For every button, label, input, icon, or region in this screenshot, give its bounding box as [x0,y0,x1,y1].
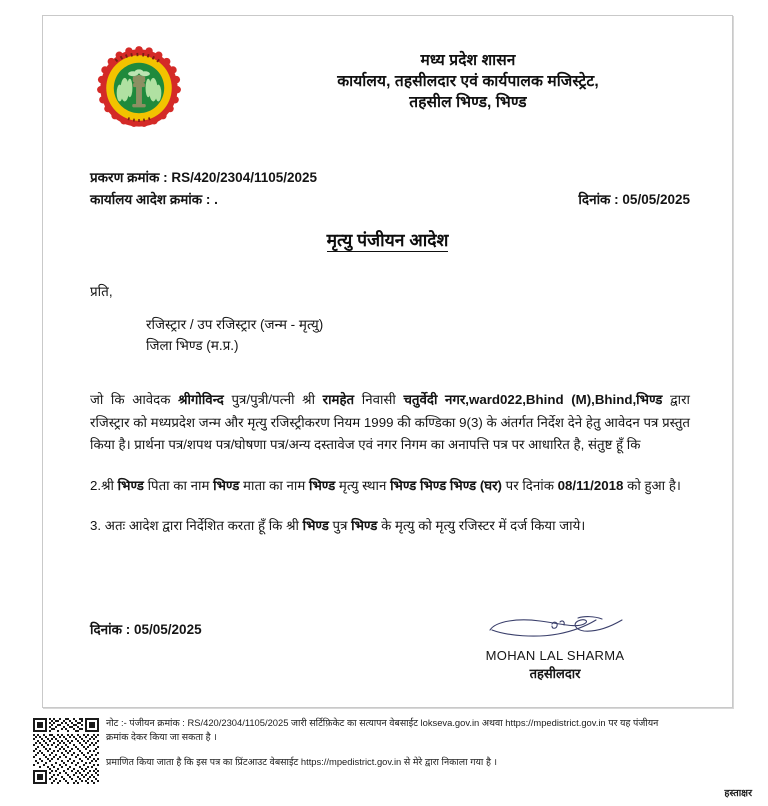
signatory-designation: तहसीलदार [529,666,581,681]
govt-name: मध्य प्रदेश शासन [420,52,516,69]
signature-word-label: हस्ताक्षर [724,788,752,799]
document-card [42,15,733,708]
footer-note-text [106,716,666,769]
case-details-block [90,167,690,211]
p2-t5: पर दिनांक [501,477,558,493]
p2-t2: पिता का नाम [143,477,214,493]
p1-t3: निवासी [354,392,404,407]
order-number-row [90,189,690,211]
document-title [43,228,732,252]
office-title-block [233,50,703,113]
body-paragraph-2 [90,475,690,498]
document-body [90,389,690,556]
p3-t2: पुत्र [328,518,352,533]
p2-t1: 2.श्री [90,477,118,493]
handwritten-signature-icon [440,612,670,646]
deceased-father-name: भिण्ड [213,477,240,493]
applicant-name: श्रीगोविन्द [178,392,224,407]
father-name: रामहेत [322,392,355,407]
death-date: 08/11/2018 [557,477,624,493]
p1-t2: पुत्र/पुत्री/पत्नी श्री [223,392,323,407]
madhya-pradesh-government-emblem-icon [97,46,181,130]
signatory-name: MOHAN LAL SHARMA [485,648,625,663]
signature-row [90,612,690,692]
addressee-lines [146,314,323,356]
footer-note-strip [0,712,768,806]
tehsil-name: तहसील भिण्ड, भिण्ड [409,94,527,111]
p1-t4: द्वारा रजिस्ट्रार को मध्यप्रदेश जन्म और मृत्यु रजिस्ट्रीकरण नियम 1999 की कण्डिका 9(3) के अंतर्गत निर्देश देने हेतु आवेदन पत्र प्रस्तुत किया है। प्रार्थना पत्र/शपथ पत्र/घोषणा पत्र/अन्य दस्तावेज एवं नगर निगम का अनापत्ति पत्र पर आधारित है, संतुष्ट हूँ कि [90,392,690,452]
order-deceased-name: भिण्ड [302,518,329,533]
document-header [43,34,732,129]
verification-note: नोट :- पंजीयन क्रमांक : RS/420/2304/1105/2025 जारी सर्टिफ़िकेट का सत्यापन वेबसाईट lokseva.gov.in अथवा https://mpedistrict.gov.in पर यह पंजीयन क्रमांक देकर किया जा सकता है । [106,717,659,742]
body-paragraph-3 [90,515,690,538]
issue-date: दिनांक : 05/05/2025 [90,622,202,637]
addressee-block [90,282,323,356]
addressee-line-1: रजिस्ट्रार / उप रजिस्ट्रार (जन्म - मृत्यु) [146,317,324,332]
death-place: भिण्ड भिण्ड भिण्ड (घर) [390,477,502,493]
order-deceased-father: भिण्ड [351,518,378,533]
document-title-text: मृत्यु पंजीयन आदेश [326,230,449,250]
order-date: दिनांक : 05/05/2025 [578,192,690,207]
verification-qr-code-icon [33,716,99,786]
office-name: कार्यालय, तहसीलदार एवं कार्यपालक मजिस्ट्रेट, [337,73,599,90]
order-number: कार्यालय आदेश क्रमांक : . [90,192,218,207]
signature-block [440,612,670,682]
p1-t1: जो कि आवेदक [90,392,179,407]
body-paragraph-1 [90,389,690,457]
p3-t3: के मृत्यु को मृत्यु रजिस्टर में दर्ज किया जाये। [377,518,586,533]
deceased-mother-name: भिण्ड [309,477,336,493]
printout-note: प्रमाणित किया जाता है कि इस पत्र का प्रिंटआउट वेबसाईट https://mpedistrict.gov.in से मेरे द्वारा निकाला गया है । [106,756,498,767]
p2-t4: मृत्यु स्थान [335,477,391,493]
deceased-name: भिण्ड [117,477,144,493]
applicant-address: चतुर्वेदी नगर,ward022,Bhind (M),Bhind,भिण्ड [403,392,663,407]
p2-t6: को हुआ है। [623,477,681,493]
addressee-line-2: जिला भिण्ड (म.प्र.) [146,338,239,353]
case-number: प्रकरण क्रमांक : RS/420/2304/1105/2025 [90,170,318,185]
p3-t1: 3. अतः आदेश द्वारा निर्देशित करता हूँ कि श्री [90,518,303,533]
to-label: प्रति, [90,284,113,299]
p2-t3: माता का नाम [239,477,309,493]
